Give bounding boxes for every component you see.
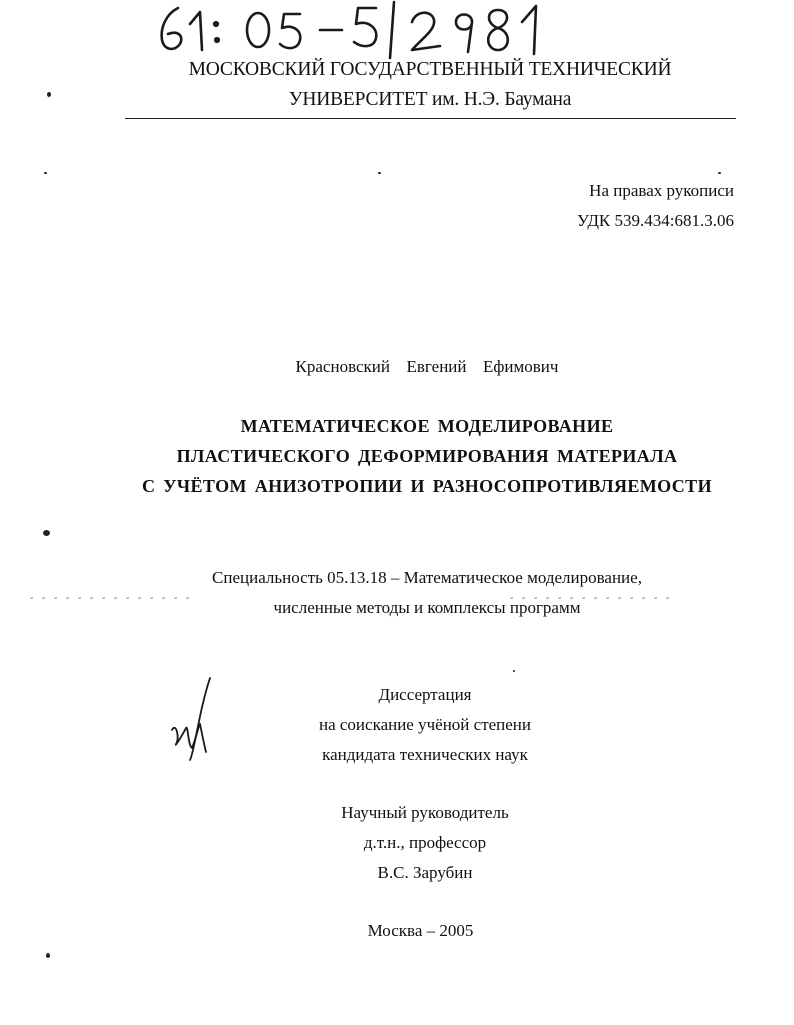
specialty-line-1: Специальность 05.13.18 – Математическое моделирование, xyxy=(212,568,642,587)
scan-speck xyxy=(43,530,50,536)
handwritten-archive-number xyxy=(150,0,620,60)
university-line-1: МОСКОВСКИЙ ГОСУДАРСТВЕННЫЙ ТЕХНИЧЕСКИЙ xyxy=(188,59,672,80)
university-line-2: УНИВЕРСИТЕТ им. Н.Э. Баумана xyxy=(288,89,572,110)
handwritten-signature xyxy=(166,676,216,762)
dissertation-degree-line: на соискание учёной степени xyxy=(318,715,532,734)
specialty-line-2: численные методы и комплексы программ xyxy=(273,598,581,617)
city-year: Москва – 2005 xyxy=(367,921,474,940)
scan-artifact-dashes xyxy=(30,594,670,602)
supervisor-role: Научный руководитель xyxy=(341,803,509,822)
author-name: Красновский Евгений Ефимович xyxy=(295,357,559,376)
header-divider xyxy=(125,118,736,119)
title-line-3: С УЧЁТОМ АНИЗОТРОПИИ И РАЗНОСОПРОТИВЛЯЕМОСТИ xyxy=(141,476,712,496)
scan-speck xyxy=(718,172,721,174)
scan-speck xyxy=(47,92,51,97)
supervisor-degree: д.т.н., профессор xyxy=(363,833,487,852)
scan-speck xyxy=(46,953,50,958)
scan-speck xyxy=(378,172,381,174)
supervisor-name: В.С. Зарубин xyxy=(377,863,473,882)
scan-speck xyxy=(513,670,515,672)
dissertation-label: Диссертация xyxy=(378,685,472,704)
university-header xyxy=(0,55,794,115)
dissertation-field-line: кандидата технических наук xyxy=(322,745,528,764)
rights-block xyxy=(577,176,734,236)
udc-code: УДК 539.434:681.3.06 xyxy=(577,211,734,230)
title-line-1: МАТЕМАТИЧЕСКОЕ МОДЕЛИРОВАНИЕ xyxy=(240,416,614,436)
specialty-block xyxy=(0,563,794,623)
supervisor-block xyxy=(0,798,794,888)
manuscript-note: На правах рукописи xyxy=(589,181,734,200)
scan-speck xyxy=(44,172,47,174)
dissertation-title xyxy=(0,411,794,501)
title-line-2: ПЛАСТИЧЕСКОГО ДЕФОРМИРОВАНИЯ МАТЕРИАЛА xyxy=(176,446,678,466)
dissertation-block xyxy=(0,680,794,770)
